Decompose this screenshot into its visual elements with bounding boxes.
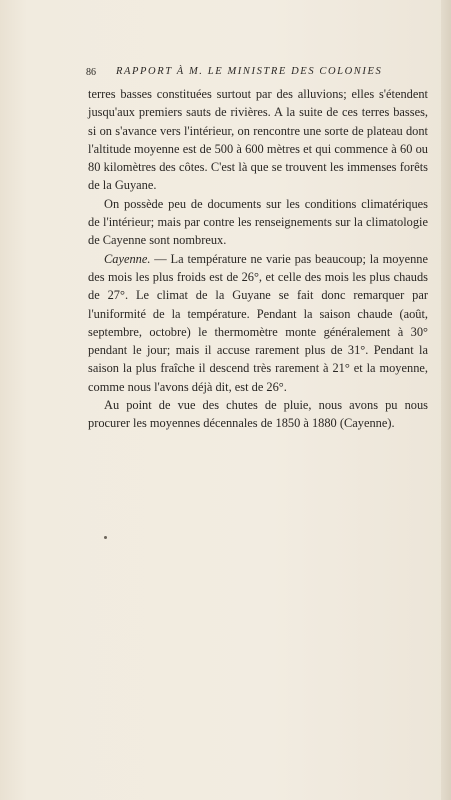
paragraph-2	[88, 195, 428, 250]
page-number: 86	[86, 67, 96, 78]
paragraph-1	[88, 85, 428, 195]
page-spine-shadow	[441, 0, 451, 800]
paragraph-3-lead: Cayenne.	[104, 251, 151, 266]
running-title: RAPPORT À M. LE MINISTRE DES COLONIES	[116, 66, 383, 77]
paragraph-2-text: On possède peu de documents sur les conditions climatériques de l'intérieur; mais par contre les renseignements sur la climatologie de Cayenne sont nombreux.	[88, 196, 428, 248]
paragraph-3	[88, 250, 428, 396]
running-header	[86, 66, 422, 82]
ink-speck	[104, 536, 107, 539]
paragraph-3-text: — La température ne varie pas beaucoup; la moyenne des mois les plus froids est de 26°, et celle des mois les plus chauds de 27°. Le climat de la Guyane se fait donc remarquer par l'uniformité de la température. Pendant la saison chaude (août, septembre, octobre) le thermomètre monte généralement à 30° pendant le jour; mais il accuse rarement plus de 31°. Pendant la saison la plus fraîche il descend très rarement à 21° et la moyenne, comme nous l'avons déjà dit, est de 26°.	[88, 251, 428, 394]
body-text	[88, 85, 428, 433]
paragraph-4	[88, 396, 428, 433]
paragraph-1-text: terres basses constituées surtout par des alluvions; elles s'étendent jusqu'aux premiers sauts de rivières. A la suite de ces terres basses, si on s'avance vers l'intérieur, on rencontre une sorte de plateau dont l'altitude moyenne est de 500 à 600 mètres et qui commence à 60 ou 80 kilomètres des côtes. C'est là que se trouvent les immenses forêts de la Guyane.	[88, 87, 428, 193]
paragraph-4-text: Au point de vue des chutes de pluie, nous avons pu nous procurer les moyennes décennales de 1850 à 1880 (Cayenne).	[88, 398, 428, 431]
